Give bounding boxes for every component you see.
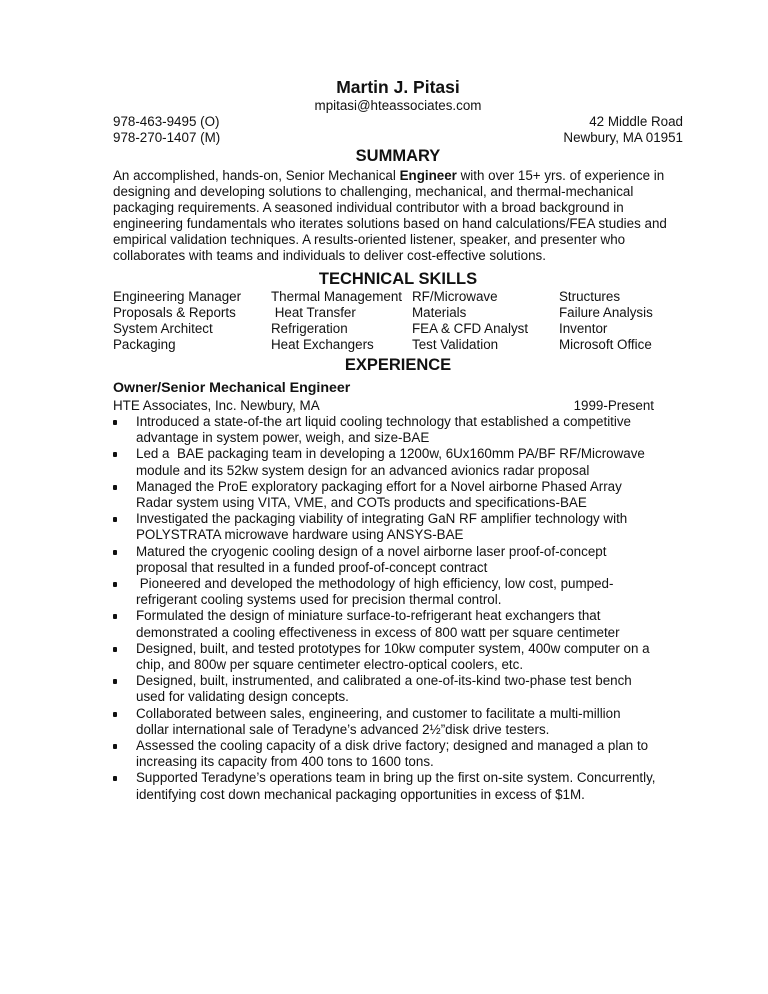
summary-paragraph bbox=[113, 168, 673, 264]
skill-cell: Proposals & Reports bbox=[113, 305, 236, 320]
bullet-text: Designed, built, instrumented, and calibrated a one-of-its-kind two-phase test bench used for validating design concepts. bbox=[136, 673, 632, 705]
list-item bbox=[113, 706, 656, 738]
bullet-icon bbox=[113, 744, 117, 749]
summary-bold-word: Engineer bbox=[399, 168, 457, 183]
bullet-icon bbox=[113, 517, 117, 522]
job-title: Owner/Senior Mechanical Engineer bbox=[113, 380, 351, 396]
skill-cell: Materials bbox=[412, 305, 467, 320]
list-item bbox=[113, 738, 656, 770]
company-name: HTE Associates, Inc. Newbury, MA bbox=[113, 398, 320, 413]
list-item bbox=[113, 414, 656, 446]
summary-heading: SUMMARY bbox=[355, 147, 441, 165]
bullet-icon bbox=[113, 614, 117, 619]
bullet-icon bbox=[113, 550, 117, 555]
skill-cell: Failure Analysis bbox=[559, 305, 653, 320]
candidate-name: Martin J. Pitasi bbox=[336, 77, 460, 97]
job-dates: 1999-Present bbox=[573, 398, 654, 413]
skill-cell: Structures bbox=[559, 289, 621, 304]
skill-cell: Test Validation bbox=[412, 337, 499, 352]
phone-office: 978-463-9495 (O) bbox=[113, 114, 220, 129]
list-item bbox=[113, 770, 656, 802]
list-item bbox=[113, 446, 656, 478]
list-item bbox=[113, 576, 656, 608]
address-city: Newbury, MA 01951 bbox=[563, 130, 683, 145]
bullet-icon bbox=[113, 776, 117, 781]
bullet-text: Formulated the design of miniature surface-to-refrigerant heat exchangers that demonstrated a cooling effectiveness in excess of 800 watt per square centimeter bbox=[136, 608, 620, 640]
resume-page bbox=[113, 76, 683, 803]
skill-cell: FEA & CFD Analyst bbox=[412, 321, 529, 336]
bullet-icon bbox=[113, 712, 117, 717]
skill-cell: Heat Transfer bbox=[271, 305, 356, 320]
contact-row-1 bbox=[113, 114, 683, 130]
bullet-icon bbox=[113, 647, 117, 652]
address-street: 42 Middle Road bbox=[589, 114, 683, 129]
bullet-text: Designed, built, and tested prototypes for 10kw computer system, 400w computer on a chip, and 800w per square centimeter electro-optical coolers, etc. bbox=[136, 640, 650, 673]
contact-row-2 bbox=[113, 130, 683, 146]
list-item bbox=[113, 673, 656, 705]
skill-cell: Packaging bbox=[113, 337, 176, 352]
skill-cell: Microsoft Office bbox=[559, 337, 652, 352]
bullet-icon bbox=[113, 582, 117, 587]
phone-mobile: 978-270-1407 (M) bbox=[113, 130, 221, 145]
list-item bbox=[113, 479, 656, 511]
company-row bbox=[113, 397, 654, 414]
skill-cell: Thermal Management bbox=[271, 289, 402, 304]
summary-text-end: with over 15+ yrs. of experience in designing and developing solutions to challenging, mechanical, and thermal-mechanical packaging requirements. A seasoned individual contributor with a broad background in engineering fundamentals who iterates solutions based on hand calculations/FEA studies and empirical validation techniques. A results-oriented listener, speaker, and presenter who collaborates with teams and individuals to deliver cost-effective solutions. bbox=[113, 168, 667, 263]
skill-cell: System Architect bbox=[113, 321, 213, 336]
bullet-icon bbox=[113, 485, 117, 490]
bullet-text: Led a BAE packaging team in developing a 1200w, 6Ux160mm PA/BF RF/Microwave module and its 52kw system design for an advanced avionics radar proposal bbox=[136, 446, 649, 478]
summary-text-start: An accomplished, hands-on, Senior Mechanical bbox=[113, 168, 400, 183]
list-item bbox=[113, 511, 656, 543]
list-item bbox=[113, 641, 656, 673]
bullet-text: Assessed the cooling capacity of a disk drive factory; designed and managed a plan to increasing its capacity from 400 tons to 1600 tons. bbox=[136, 738, 649, 770]
bullet-text: Supported Teradyne’s operations team in bring up the first on-site system. Concurrently, identifying cost down mechanical packaging opportunities in excess of $1M. bbox=[136, 770, 656, 802]
list-item bbox=[113, 608, 656, 640]
skill-cell: Refrigeration bbox=[271, 321, 348, 336]
bullet-text: Introduced a state-of-the art liquid cooling technology that established a competitive advantage in system power, weigh, and size-BAE bbox=[136, 414, 632, 446]
skills-heading: TECHNICAL SKILLS bbox=[318, 270, 478, 288]
candidate-email: mpitasi@hteassociates.com bbox=[314, 98, 482, 113]
skill-cell: RF/Microwave bbox=[412, 289, 498, 304]
list-item bbox=[113, 544, 656, 576]
bullet-icon bbox=[113, 452, 117, 457]
skills-table bbox=[113, 289, 683, 353]
accomplishment-list bbox=[113, 414, 683, 803]
bullet-text: Managed the ProE exploratory packaging effort for a Novel airborne Phased Array Radar system using VITA, VME, and COTs products and specifications-BAE bbox=[136, 478, 622, 511]
bullet-icon bbox=[113, 420, 117, 425]
bullet-text: Collaborated between sales, engineering, and customer to facilitate a multi-million dollar international sale of Teradyne’s advanced 2½”disk drive testers. bbox=[136, 705, 621, 737]
experience-heading: EXPERIENCE bbox=[344, 356, 452, 374]
bullet-icon bbox=[113, 679, 117, 684]
bullet-text: Pioneered and developed the methodology of high efficiency, low cost, pumped-refrigerant cooling systems used for precision thermal control. bbox=[136, 576, 614, 608]
skill-cell: Heat Exchangers bbox=[271, 337, 374, 352]
skill-cell: Inventor bbox=[559, 321, 608, 336]
bullet-text: Matured the cryogenic cooling design of a novel airborne laser proof-of-concept proposal that resulted in a funded proof-of-concept contract bbox=[136, 543, 607, 575]
bullet-text: Investigated the packaging viability of integrating GaN RF amplifier technology with POLYSTRATA microwave hardware using ANSYS-BAE bbox=[136, 511, 628, 543]
skill-cell: Engineering Manager bbox=[113, 289, 242, 304]
